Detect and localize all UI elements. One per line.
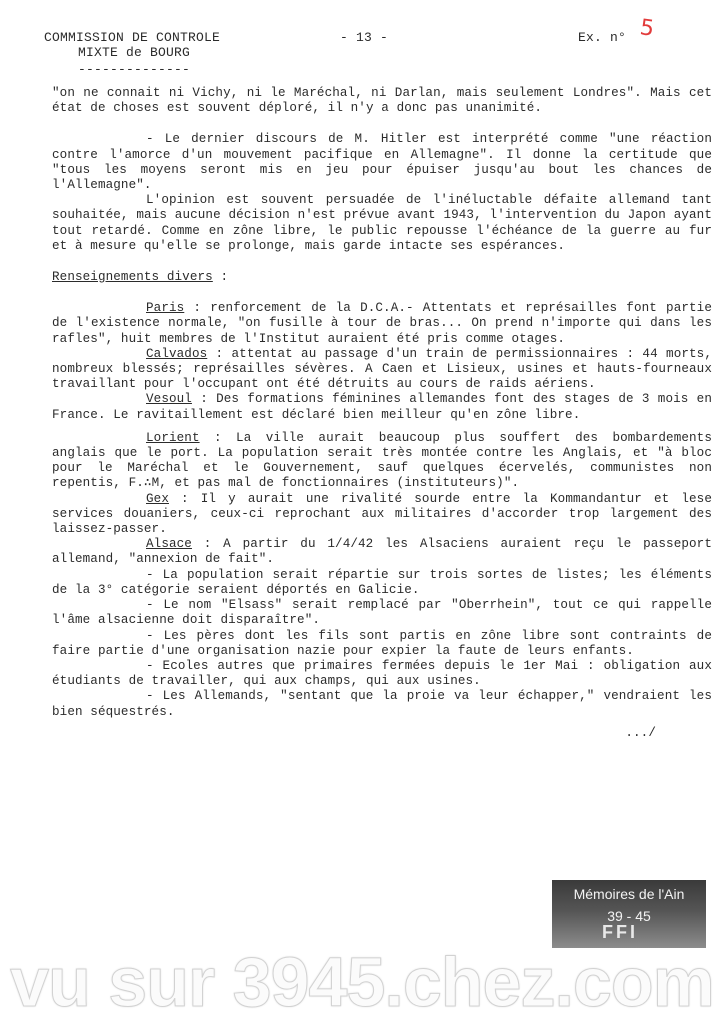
paragraph-2: - Le dernier discours de M. Hitler est interprété comme "une réaction contre l'amorce d'un mouvement pacifique en Allemagne". Il donne la certitude que "tous les moyens seront mis en jeu pour épuiser jusqu'au bout les chances de l'Allemagne".	[52, 132, 712, 193]
entry-paris	[52, 301, 712, 347]
section-heading	[52, 270, 712, 285]
continuation-mark: .../	[625, 725, 656, 740]
paragraph-1: "on ne connait ni Vichy, ni le Maréchal, ni Darlan, mais seulement Londres". Mais cet état de choses est souvent déploré, il n'y a donc pas unanimité.	[52, 86, 712, 116]
archive-stamp	[552, 880, 706, 948]
body-text	[52, 86, 712, 741]
alsace-point-3: - Les pères dont les fils sont partis en zône libre sont contraints de faire partie d'une organisation nazie pour expier la faute de leurs enfants.	[52, 628, 712, 658]
alsace-point-2: - Le nom "Elsass" serait remplacé par "Oberrhein", tout ce qui rappelle l'âme alsacienne doit disparaître".	[52, 598, 712, 628]
entry-text-gex: : Il y aurait une rivalité sourde entre la Kommandantur et lese services douaniers, ceux-ci reprochant aux militaires d'accorder trop largement des laissez-passer.	[52, 491, 712, 537]
header-rule: --------------	[78, 62, 191, 77]
alsace-point-4: - Ecoles autres que primaires fermées depuis le 1er Mai : obligation aux étudiants de travailler, qui aux champs, qui aux usines.	[52, 658, 712, 689]
entry-label-vesoul: Vesoul	[146, 392, 192, 407]
entry-text-alsace: : A partir du 1/4/42 les Alsaciens auraient reçu le passeport allemand, "annexion de fait".	[52, 537, 712, 567]
entry-vesoul	[52, 392, 712, 422]
site-watermark: vu sur 3945.chez.com	[10, 943, 714, 1021]
org-line-1: COMMISSION DE CONTROLE	[44, 30, 221, 45]
stamp-line-2: 39 - 45	[607, 908, 651, 924]
entry-gex	[52, 492, 712, 538]
alsace-point-1: - La population serait répartie sur trois sortes de listes; les éléments de la 3° catégorie seraient déportés en Galicie.	[52, 567, 712, 597]
copy-number-handwritten: 5	[638, 15, 656, 42]
entry-label-calvados: Calvados	[146, 346, 208, 361]
stamp-mark: FFI	[602, 922, 638, 942]
entry-label-alsace: Alsace	[146, 537, 192, 552]
org-line-2: MIXTE de BOURG	[78, 45, 191, 60]
section-title: Renseignements divers	[52, 270, 213, 285]
entry-calvados	[52, 347, 712, 393]
entry-text-paris: : renforcement de la D.C.A.- Attentats et représailles font partie de l'existence normale, "on fusille à tour de bras... On prend n'importe qui dans les rafles", huit membres de l'Institut auraient été pris comme otages.	[52, 301, 712, 346]
entry-label-gex: Gex	[146, 491, 169, 506]
entry-label-lorient: Lorient	[146, 430, 200, 445]
section-colon: :	[212, 270, 229, 285]
page-number: - 13 -	[340, 30, 389, 45]
copy-label: Ex. n°	[578, 30, 627, 45]
paragraph-3: L'opinion est souvent persuadée de l'inéluctable défaite allemand tant souhaitée, mais aucune décision n'est prévue avant 1943, l'intervention du Japon ayant tout retardé. Comme en zône libre, le public repousse l'échéance de la guerre au fur et à mesure qu'elle se prolonge, mais garde intacte ses espérances.	[52, 193, 712, 253]
stamp-line-1: Mémoires de l'Ain	[573, 886, 685, 902]
entry-text-calvados: : attentat au passage d'un train de permissionnaires : 44 morts, nombreux blessés; représailles sévères. A Caen et Lisieux, usines et hauts-fourneaux travaillant pour l'occupant ont été détruits au cours de raids aériens.	[52, 346, 712, 392]
entry-label-paris: Paris	[146, 301, 185, 316]
entry-alsace	[52, 537, 712, 567]
alsace-point-5: - Les Allemands, "sentant que la proie va leur échapper," vendraient les bien séquestrés.	[52, 689, 712, 719]
entry-lorient	[52, 431, 712, 492]
entry-text-lorient: : La ville aurait beaucoup plus souffert des bombardements anglais que le port. La population serait très montée contre les Anglais, et "à bloc pour le Maréchal et le Gouvernement, sauf quelques écervelés, communistes non repentis, F.∴M, et pas mal de fonctionnaires (instituteurs)".	[52, 430, 712, 491]
entry-text-vesoul: : Des formations féminines allemandes font des stages de 3 mois en France. Le ravitaillement est déclaré bien meilleur qu'en zône libre.	[52, 392, 712, 422]
